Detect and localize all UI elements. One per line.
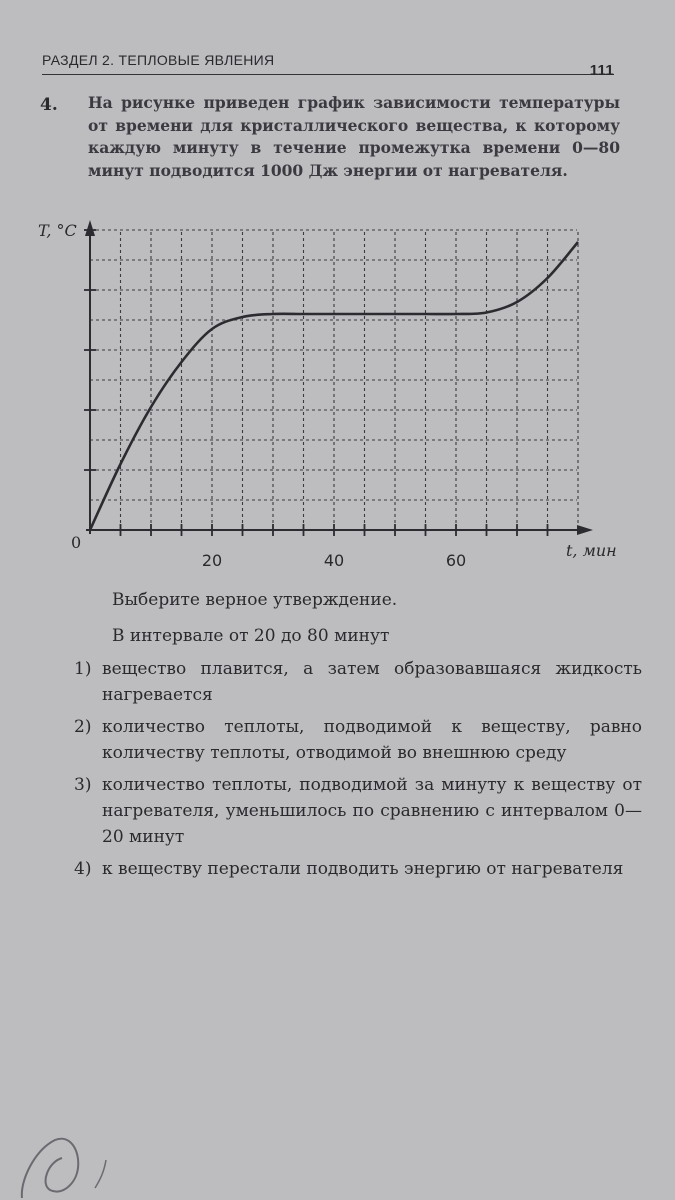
chart-grid xyxy=(90,230,578,530)
option-number: 3) xyxy=(74,775,92,795)
option-text: вещество плавится, а затем образовавшаяся жидкость нагревается xyxy=(102,659,642,705)
answer-options xyxy=(74,656,642,888)
answer-option xyxy=(74,714,642,766)
section-title: РАЗДЕЛ 2. ТЕПЛОВЫЕ ЯВЛЕНИЯ xyxy=(42,52,275,68)
option-text: количество теплоты, подводимой к веществу, равно количеству теплоты, отводимой во внешнюю среду xyxy=(102,717,642,763)
answer-option xyxy=(74,656,642,708)
option-number: 1) xyxy=(74,659,92,679)
temperature-time-chart xyxy=(0,0,675,580)
question-interval: В интервале от 20 до 80 минут xyxy=(112,626,390,646)
question-intro: Выберите верное утверждение. xyxy=(112,590,398,610)
y-axis-arrow xyxy=(85,220,95,236)
chart-ticks xyxy=(84,230,548,536)
option-text: к веществу перестали подводить энергию от нагревателя xyxy=(102,859,624,879)
task-number: 4. xyxy=(40,95,58,115)
x-axis-label: t, мин xyxy=(566,541,617,560)
option-number: 4) xyxy=(74,859,92,879)
x-tick-label: 20 xyxy=(201,551,223,570)
pen-scribble-mark xyxy=(0,1110,140,1200)
x-axis-arrow xyxy=(577,525,593,535)
option-text: количество теплоты, подводимой за минуту к веществу от нагревателя, уменьшилось по сравнению с интервалом 0—20 минут xyxy=(102,775,642,847)
page-number: 111 xyxy=(589,62,614,79)
option-number: 2) xyxy=(74,717,92,737)
x-tick-label: 40 xyxy=(323,551,345,570)
y-axis-label: T, °C xyxy=(38,221,77,240)
task-text: На рисунке приведен график зависимости температуры от времени для кристаллического вещества, к которому каждую минуту в течение промежутка времени 0—80 минут подводится 1000 Дж энергии от нагревателя. xyxy=(88,93,620,180)
origin-label: 0 xyxy=(71,533,82,552)
x-tick-label: 60 xyxy=(445,551,467,570)
answer-option xyxy=(74,772,642,850)
x-tick-labels xyxy=(202,551,466,570)
answer-option xyxy=(74,856,642,882)
